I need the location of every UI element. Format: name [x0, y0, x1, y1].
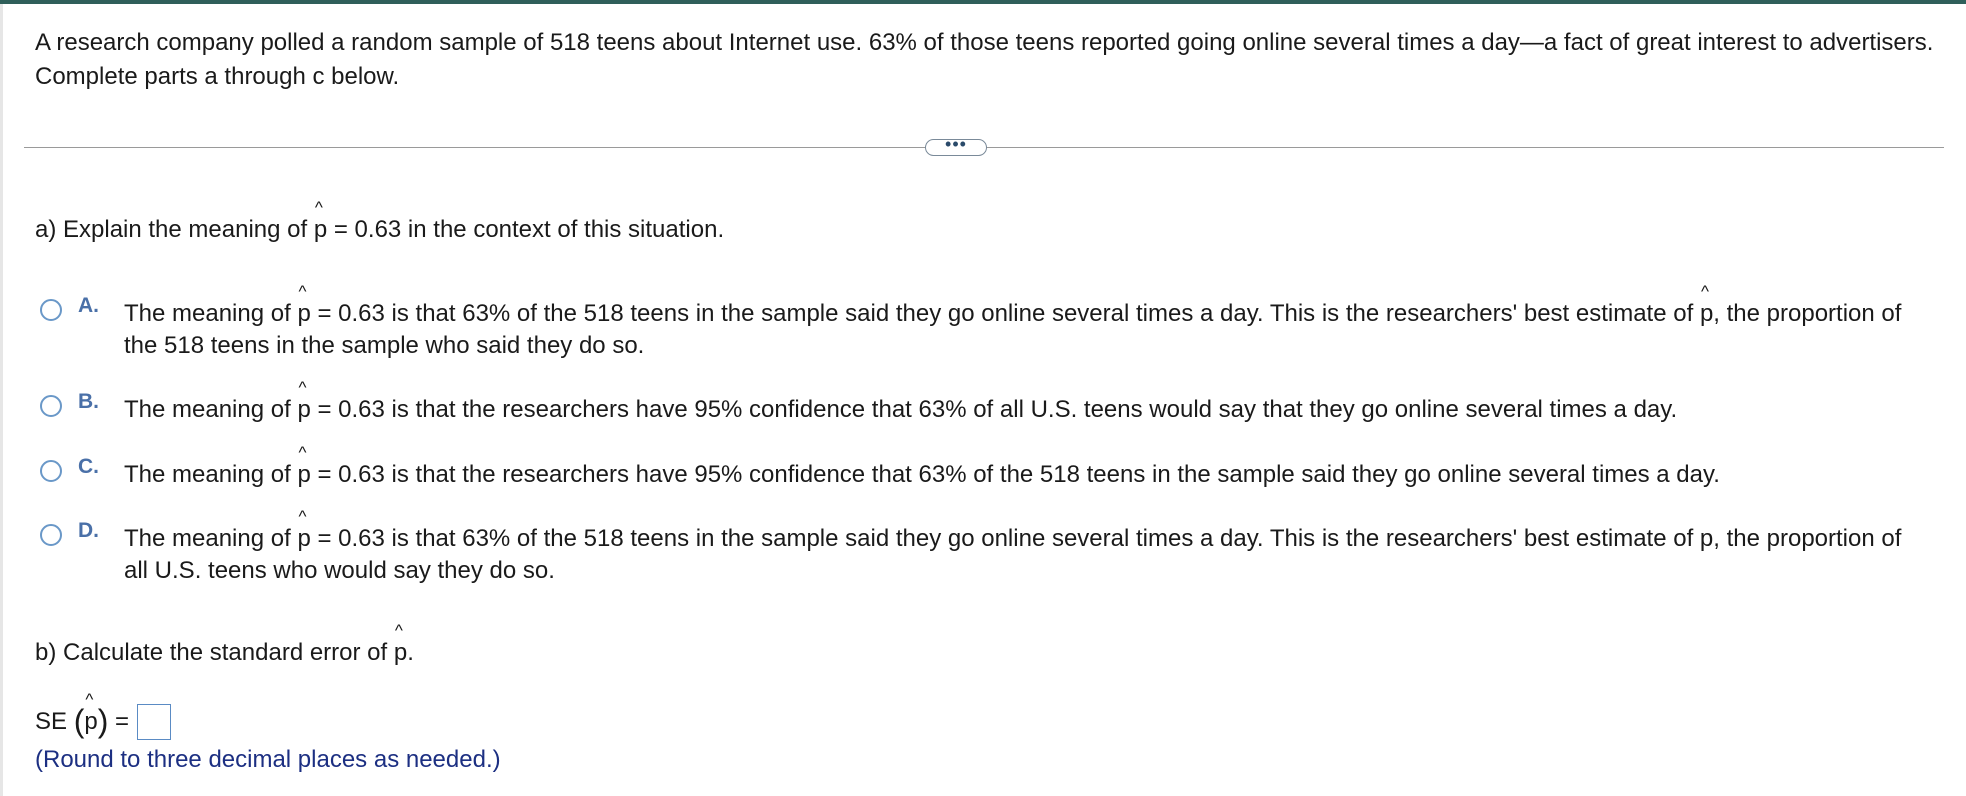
- left-border: [0, 4, 3, 796]
- se-answer-input[interactable]: [137, 704, 171, 740]
- option-d-letter: D.: [78, 519, 99, 542]
- radio-option-a[interactable]: [40, 299, 62, 321]
- part-a-question: a) Explain the meaning of ^ p = 0.63 in the context of this situation.: [35, 214, 724, 246]
- top-accent-bar: [0, 0, 1966, 4]
- se-label: SE: [35, 708, 68, 735]
- radio-option-c[interactable]: [40, 460, 62, 482]
- p-hat-symbol: ^ p: [1700, 298, 1713, 330]
- option-b-text: The meaning of ^ p = 0.63 is that the researchers have 95% confidence that 63% of all U.S. teens would say that they go online several times a day.: [124, 394, 1924, 426]
- option-d-text: The meaning of ^ p = 0.63 is that 63% of the 518 teens in the sample said they go online several times a day. This is the researchers' best estimate of p, the proportion of all U.S. teens who would say they do so.: [124, 523, 1924, 587]
- p-hat-symbol: ^ p: [297, 298, 310, 330]
- se-equation: SE (^ p) =: [35, 704, 171, 740]
- equals-sign: =: [115, 708, 130, 735]
- option-c-letter: C.: [78, 455, 99, 478]
- part-b-question: b) Calculate the standard error of ^ p.: [35, 637, 414, 669]
- option-a-text: The meaning of ^ p = 0.63 is that 63% of the 518 teens in the sample said they go online several times a day. This is the researchers' best estimate of ^ p, the proportion of the 518 teens in the sample who said they do so.: [124, 298, 1924, 362]
- p-hat-symbol: ^ p: [84, 706, 97, 738]
- rounding-hint: (Round to three decimal places as needed.): [35, 746, 501, 773]
- p-hat-symbol: ^ p: [297, 394, 310, 426]
- problem-statement: A research company polled a random sample of 518 teens about Internet use. 63% of those teens reported going online several times a day—a fact of great interest to advertisers. Complete parts a through c below.: [35, 29, 1934, 90]
- expand-more-button[interactable]: •••: [925, 139, 987, 156]
- p-hat-symbol: ^ p: [394, 637, 407, 669]
- option-c-text: The meaning of ^ p = 0.63 is that the researchers have 95% confidence that 63% of the 518 teens in the sample said they go online several times a day.: [124, 459, 1924, 491]
- p-hat-symbol: ^ p: [297, 523, 310, 555]
- p-hat-symbol: ^ p: [314, 214, 327, 246]
- option-b-letter: B.: [78, 390, 99, 413]
- option-a-letter: A.: [78, 294, 99, 317]
- radio-option-b[interactable]: [40, 395, 62, 417]
- p-hat-symbol: ^ p: [297, 459, 310, 491]
- radio-option-d[interactable]: [40, 524, 62, 546]
